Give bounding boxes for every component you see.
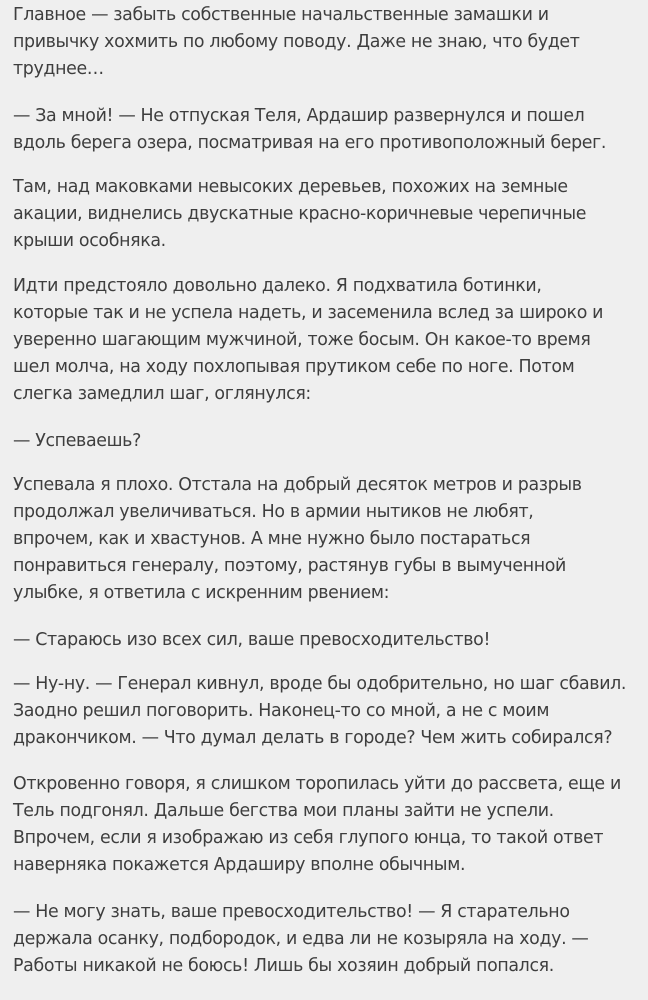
paragraph — [13, 103, 606, 157]
text-line: труднее… — [13, 59, 104, 79]
paragraph — [13, 174, 586, 255]
text-line: продолжал увеличиваться. Но в армии нытиков не любят, — [13, 502, 534, 522]
paragraph — [13, 273, 603, 408]
text-line: — Ну-ну. — Генерал кивнул, вроде бы одобрительно, но шаг сбавил. — [13, 674, 627, 694]
text-line: — Успеваешь? — [13, 431, 141, 451]
paragraph — [13, 627, 490, 654]
text-line: — Стараюсь изо всех сил, ваше превосходительство! — [13, 630, 491, 650]
text-line: наверняка покажется Ардаширу вполне обычным. — [13, 855, 466, 875]
text-line: которые так и не успела надеть, и засеменила вслед за широко и — [13, 303, 604, 323]
text-line: улыбке, я ответила с искренним рвением: — [13, 583, 390, 603]
text-line: впрочем, как и хвастунов. А мне нужно было постараться — [13, 529, 531, 549]
text-line: шел молча, на ходу похлопывая прутиком себе по ноге. Потом — [13, 357, 575, 377]
paragraph — [13, 671, 626, 752]
text-line: — За мной! — Не отпуская Теля, Ардашир развернулся и пошел — [13, 106, 585, 126]
text-line: Там, над маковками невысоких деревьев, похожих на земные — [13, 177, 568, 197]
paragraph — [13, 472, 582, 607]
text-line: вдоль берега озера, посматривая на его противоположный берег. — [13, 133, 607, 153]
paragraph — [13, 428, 141, 455]
paragraph — [13, 899, 588, 980]
text-line: слегка замедлил шаг, оглянулся: — [13, 384, 311, 404]
paragraph — [13, 771, 621, 879]
text-line: Главное — забыть собственные начальственные замашки и — [13, 5, 549, 25]
text-line: уверенно шагающим мужчиной, тоже босым. Он какое-то время — [13, 330, 591, 350]
text-line: — Не могу знать, ваше превосходительство! — Я старательно — [13, 902, 570, 922]
text-line: Откровенно говоря, я слишком торопилась уйти до рассвета, еще и — [13, 774, 621, 794]
text-line: дракончиком. — Что думал делать в городе? Чем жить собирался? — [13, 728, 613, 748]
text-line: понравиться генералу, поэтому, растянув губы в вымученной — [13, 556, 566, 576]
text-line: Успевала я плохо. Отстала на добрый десяток метров и разрыв — [13, 475, 582, 495]
text-line: Тель подгонял. Дальше бегства мои планы зайти не успели. — [13, 801, 554, 821]
text-line: привычку хохмить по любому поводу. Даже не знаю, что будет — [13, 32, 580, 52]
text-line: Работы никакой не боюсь! Лишь бы хозяин добрый попался. — [13, 956, 554, 976]
text-line: крыши особняка. — [13, 231, 166, 251]
text-line: акации, виднелись двускатные красно-коричневые черепичные — [13, 204, 587, 224]
paragraph — [13, 2, 580, 83]
text-line: Впрочем, если я изображаю из себя глупого юнца, то такой ответ — [13, 828, 604, 848]
text-line: держала осанку, подбородок, и едва ли не козыряла на ходу. — — [13, 929, 589, 949]
text-line: Заодно решил поговорить. Наконец-то со мной, а не с моим — [13, 701, 550, 721]
text-line: Идти предстояло довольно далеко. Я подхватила ботинки, — [13, 276, 542, 296]
